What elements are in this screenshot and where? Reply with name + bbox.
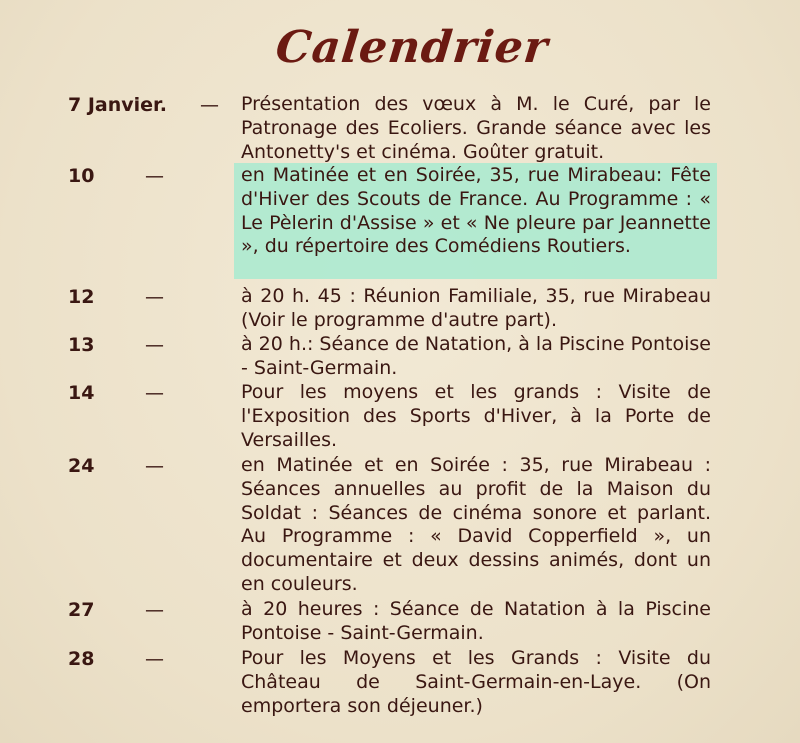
entry-text: Pour les Moyens et les Grands : Visite du Château de Saint-Germain-en-Laye. (On emportera son déjeuner.) <box>241 647 711 717</box>
entry-dash: — <box>145 286 164 308</box>
entry-dash: — <box>145 165 164 187</box>
entry-dash: — <box>145 599 164 621</box>
entry-text: en Matinée et en Soirée : 35, rue Mirabeau : Séances annuelles au profit de la Maison du Soldat : Séances de cinéma sonore et parlant. Au Programme : « David Copperfield », un documentaire et deux dessins animés, dont un en couleurs. <box>241 454 711 595</box>
entry-date: 24 <box>68 455 95 477</box>
entry-dash: — <box>145 455 164 477</box>
entry-date: 14 <box>68 382 95 404</box>
entry-date: 7 Janvier. <box>68 94 167 116</box>
entry-dash: — <box>200 94 219 116</box>
entry-date: 28 <box>68 648 95 670</box>
entry-dash: — <box>145 648 164 670</box>
entry-text: à 20 h. 45 : Réunion Familiale, 35, rue Mirabeau (Voir le programme d'autre part). <box>241 285 711 331</box>
entry-text: à 20 heures : Séance de Natation à la Piscine Pontoise - Saint-Germain. <box>241 598 711 644</box>
entry-text: à 20 h.: Séance de Natation, à la Piscine Pontoise - Saint-Germain. <box>241 333 711 379</box>
entry-date: 27 <box>68 599 95 621</box>
entry-text: Pour les moyens et les grands : Visite de l'Exposition des Sports d'Hiver, à la Porte de Versailles. <box>241 381 711 451</box>
page-title: Calendrier <box>273 22 551 73</box>
entry-date: 13 <box>68 334 95 356</box>
entry-date: 10 <box>68 165 95 187</box>
entry-dash: — <box>145 334 164 356</box>
entry-text: Présentation des vœux à M. le Curé, par le Patronage des Ecoliers. Grande séance avec les Antonetty's et cinéma. Goûter gratuit. <box>241 93 711 163</box>
entry-dash: — <box>145 382 164 404</box>
entry-text: en Matinée et en Soirée, 35, rue Mirabeau: Fête d'Hiver des Scouts de France. Au Programme : « Le Pèlerin d'Assise » et « Ne pleure par Jeannette », du répertoire des Comédiens Routiers. <box>241 164 711 258</box>
entry-date: 12 <box>68 286 95 308</box>
